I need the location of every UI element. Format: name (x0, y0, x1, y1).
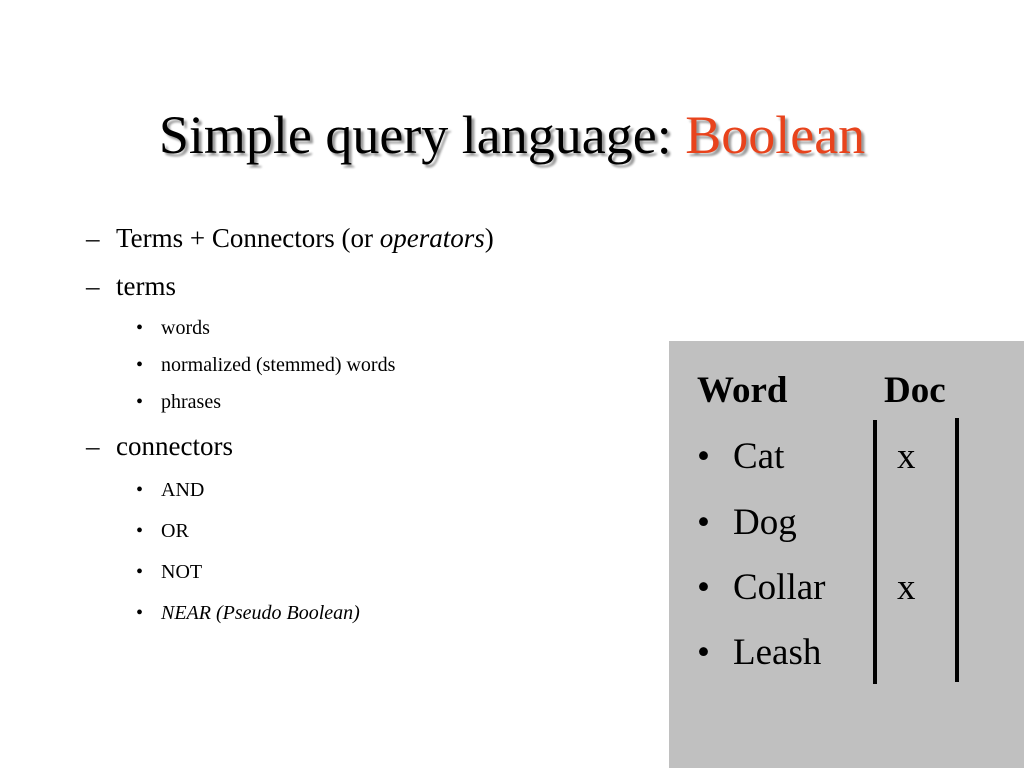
bullet-text: connectors (116, 431, 233, 461)
sub-bullet-or (136, 518, 189, 544)
bullet-connectors (86, 430, 233, 462)
sub-bullet-text: NOT (161, 561, 203, 583)
bullet-terms-connectors (86, 222, 494, 254)
sub-bullet-text: OR (161, 520, 189, 542)
dot-marker: • (136, 354, 144, 376)
panel-word: Dog (733, 502, 797, 543)
bullet-terms (86, 270, 176, 302)
sub-bullet-near (136, 600, 360, 626)
panel-row-leash (697, 632, 821, 674)
sub-bullet-text: AND (161, 479, 205, 501)
dot-marker: • (136, 520, 144, 542)
sub-bullet-words (136, 315, 210, 341)
sub-bullet-normalized (136, 352, 395, 378)
title-accent: Boolean (685, 105, 866, 165)
title-main: Simple query language: (158, 105, 686, 165)
dot-marker: • (697, 567, 710, 608)
dot-marker: • (697, 632, 710, 673)
sub-bullet-phrases (136, 389, 221, 415)
doc-mark: x (897, 567, 916, 608)
header-word: Word (697, 370, 788, 411)
dot-marker: • (697, 436, 710, 477)
sub-bullet-text: normalized (stemmed) words (161, 354, 396, 376)
bullet-text: terms (116, 271, 176, 301)
doc-mark: x (897, 436, 916, 477)
dot-marker: • (136, 479, 144, 501)
bullet-text: Terms + Connectors (or (116, 223, 380, 253)
panel-row-cat (697, 436, 784, 478)
bullet-text-italic: operators (379, 223, 485, 253)
panel-word: Leash (733, 632, 822, 673)
dash-marker: – (86, 223, 100, 253)
dash-marker: – (86, 431, 100, 461)
panel-row-collar (697, 567, 825, 609)
dot-marker: • (136, 391, 144, 413)
sub-bullet-text: phrases (161, 391, 221, 413)
panel-row-dog (697, 502, 797, 544)
dot-marker: • (136, 561, 144, 583)
panel-word: Cat (733, 436, 785, 477)
slide-title (0, 100, 1024, 170)
column-divider-right (955, 418, 959, 682)
dot-marker: • (136, 317, 144, 339)
column-divider-left (873, 420, 877, 684)
panel-word: Collar (733, 567, 826, 608)
dot-marker: • (697, 502, 710, 543)
dot-marker: • (136, 602, 144, 624)
sub-bullet-and (136, 477, 204, 503)
dash-marker: – (86, 271, 100, 301)
header-doc: Doc (884, 370, 946, 411)
bullet-text-end: ) (484, 223, 494, 253)
sub-bullet-text: words (161, 317, 210, 339)
sub-bullet-not (136, 559, 202, 585)
sub-bullet-text: NEAR (Pseudo Boolean) (161, 602, 360, 624)
